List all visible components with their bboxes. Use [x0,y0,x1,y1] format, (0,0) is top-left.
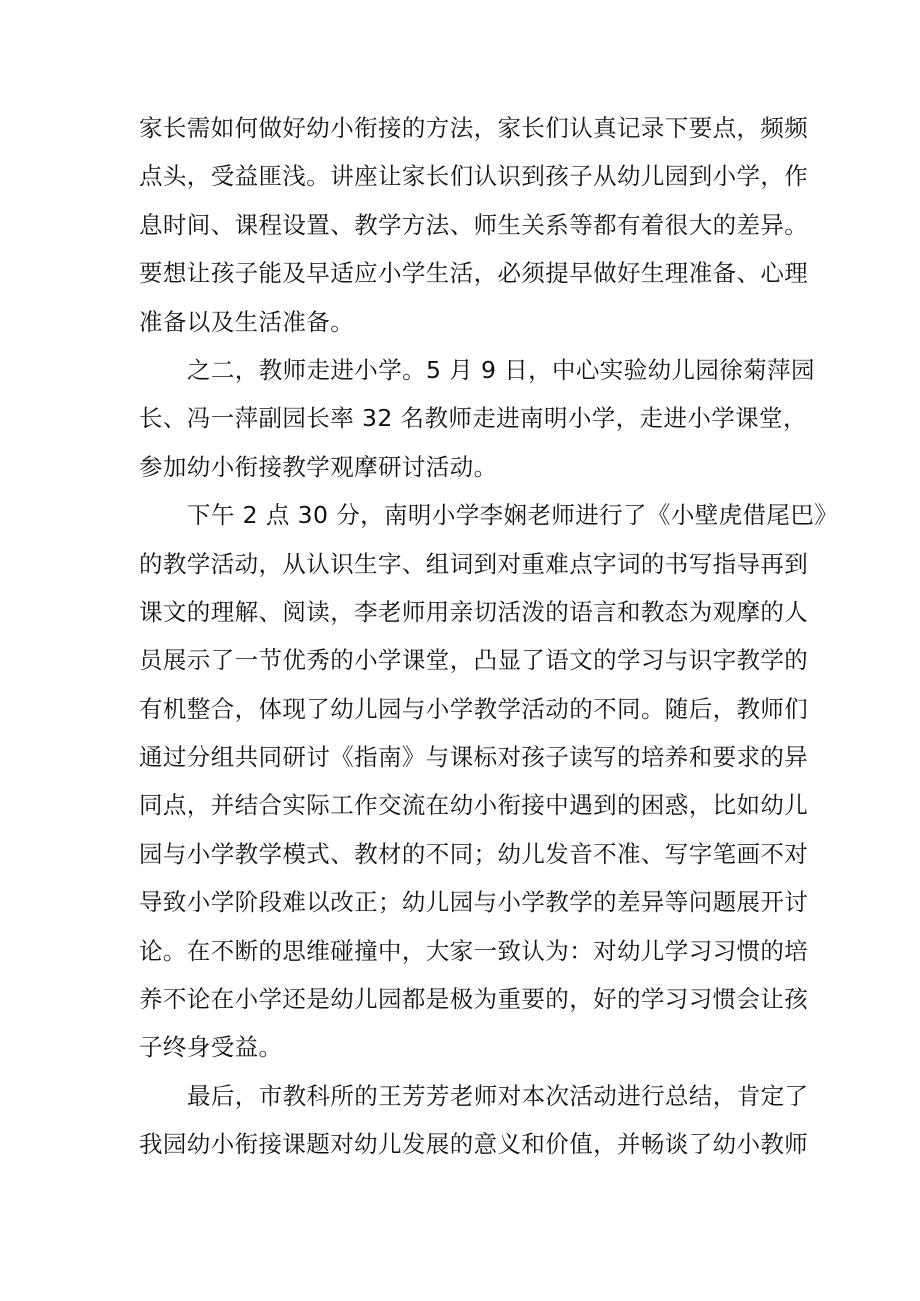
text-line: 准备以及生活准备。 [139,307,355,336]
text-line: 同点，并结合实际工作交流在幼小衔接中遇到的困惑，比如幼儿 [139,791,809,820]
text-line: 课文的理解、阅读，李老师用亲切活泼的语言和教态为观摩的人 [139,597,809,626]
text-line: 长、冯一萍副园长率 32 名教师走进南明小学，走进小学课堂， [139,404,807,433]
text-line: 子终身受益。 [139,1033,283,1062]
text-line: 点头，受益匪浅。讲座让家长们认识到孩子从幼儿园到小学，作 [139,162,809,191]
text-line: 家长需如何做好幼小衔接的方法，家长们认真记录下要点，频频 [139,114,809,142]
body-text [139,104,839,1169]
text-line: 导致小学阶段难以改正；幼儿园与小学教学的差异等问题展开讨 [139,888,809,917]
text-line: 论。在不断的思维碰撞中，大家一致认为：对幼儿学习习惯的培 [139,936,809,965]
text-line: 有机整合，体现了幼儿园与小学教学活动的不同。随后，教师们 [139,694,809,723]
text-line: 员展示了一节优秀的小学课堂，凸显了语文的学习与识字教学的 [139,646,809,675]
text-line: 养不论在小学还是幼儿园都是极为重要的，好的学习习惯会让孩 [139,985,809,1014]
text-line: 参加幼小衔接教学观摩研讨活动。 [139,452,498,481]
text-line: 要想让孩子能及早适应小学生活，必须提早做好生理准备、心理 [139,259,809,288]
text-line: 的教学活动，从认识生字、组词到对重难点字词的书写指导再到 [139,549,809,578]
paragraph-first-line: 最后，市教科所的王芳芳老师对本次活动进行总结，肯定了 [187,1081,809,1110]
paragraph-first-line: 下午 2 点 30 分，南明小学李娴老师进行了《小壁虎借尾巴》 [187,501,839,530]
text-line: 我园幼小衔接课题对幼儿发展的意义和价值，并畅谈了幼小教师 [139,1130,809,1159]
text-line: 园与小学教学模式、教材的不同；幼儿发音不准、写字笔画不对 [139,839,809,868]
text-line: 息时间、课程设置、教学方法、师生关系等都有着很大的差异。 [139,210,809,239]
paragraph-first-line: 之二，教师走进小学。5 月 9 日，中心实验幼儿园徐菊萍园 [187,355,815,384]
text-line: 通过分组共同研讨《指南》与课标对孩子读写的培养和要求的异 [139,743,809,772]
